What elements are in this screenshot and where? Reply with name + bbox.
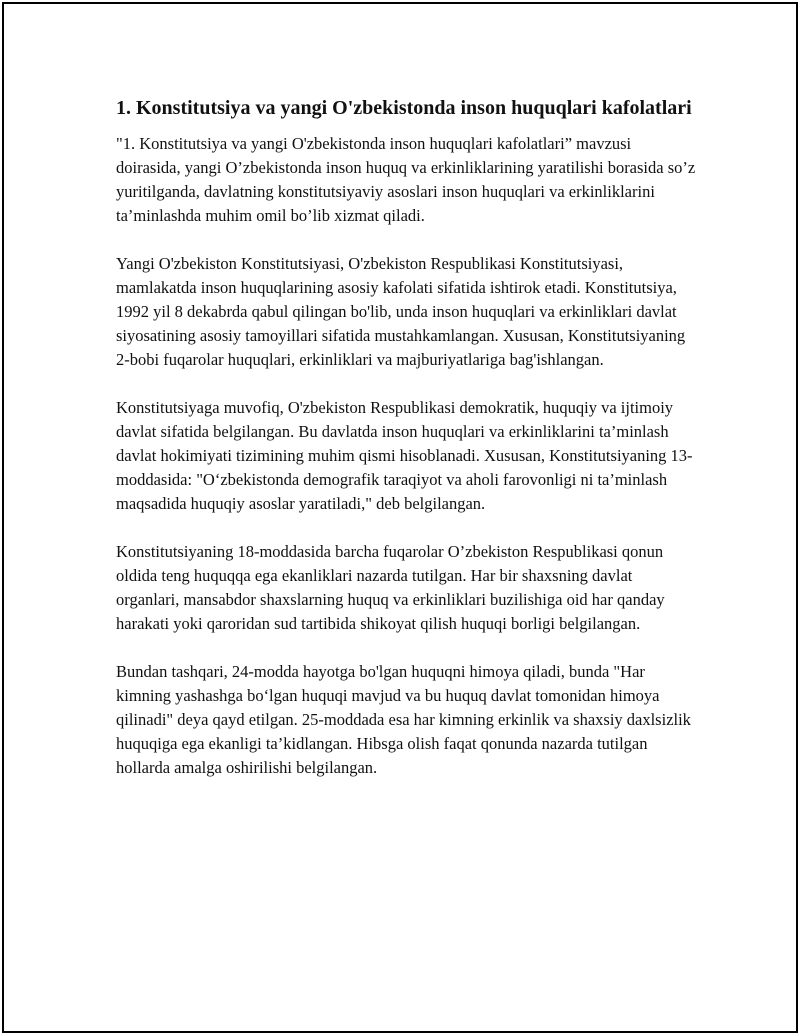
paragraph-4: Konstitutsiyaning 18-moddasida barcha fuqarolar O’zbekiston Respublikasi qonun oldida teng huquqqa ega ekanliklari nazarda tutilgan. Har bir shaxsning davlat organlari, mansabdor shaxslarning huquq va erkinliklari buzilishiga oid har qanday harakati yoki qaroridan sud tartibida shikoyat qilish huquqi borligi belgilangan. — [116, 542, 665, 633]
document-title: 1. Konstitutsiya va yangi O'zbekistonda inson huquqlari kafolatlari — [116, 97, 692, 119]
document-body — [116, 95, 696, 804]
paragraph-3: Konstitutsiyaga muvofiq, O'zbekiston Respublikasi demokratik, huquqiy va ijtimoiy davlat sifatida belgilangan. Bu davlatda inson huquqlari va erkinliklarini ta’minlash davlat hokimiyati tizimining muhim qismi hisoblanadi. Xususan, Konstitutsiyaning 13-moddasida: "O‘zbekistonda demografik taraqiyot va aholi farovonligi ni ta’minlash maqsadida huquqiy asoslar yaratiladi," deb belgilangan. — [116, 398, 693, 513]
paragraph-1: "1. Konstitutsiya va yangi O'zbekistonda inson huquqlari kafolatlari” mavzusi doirasida, yangi O’zbekistonda inson huquq va erkinliklarining yaratilishi borasida so’z yuritilganda, davlatning konstitutsiyaviy asoslari inson huquqlari va erkinliklarini ta’minlashda muhim omil bo’lib xizmat qiladi. — [116, 134, 696, 225]
paragraph-5: Bundan tashqari, 24-modda hayotga bo'lgan huquqni himoya qiladi, bunda "Har kimning yashashga bo‘lgan huquqi mavjud va bu huquq davlat tomonidan himoya qilinadi" deya qayd etilgan. 25-moddada esa har kimning erkinlik va shaxsiy daxlsizlik huquqiga ega ekanligi ta’kidlangan. Hibsga olish faqat qonunda nazarda tutilgan hollarda amalga oshirilishi belgilangan. — [116, 662, 691, 777]
paragraph-2: Yangi O'zbekiston Konstitutsiyasi, O'zbekiston Respublikasi Konstitutsiyasi, mamlakatda inson huquqlarining asosiy kafolati sifatida ishtirok etadi. Konstitutsiya, 1992 yil 8 dekabrda qabul qilingan bo'lib, unda inson huquqlari va erkinliklari davlat siyosatining asosiy tamoyillari sifatida mustahkamlangan. Xususan, Konstitutsiyaning 2-bobi fuqarolar huquqlari, erkinliklari va majburiyatlariga bag'ishlangan. — [116, 254, 686, 369]
